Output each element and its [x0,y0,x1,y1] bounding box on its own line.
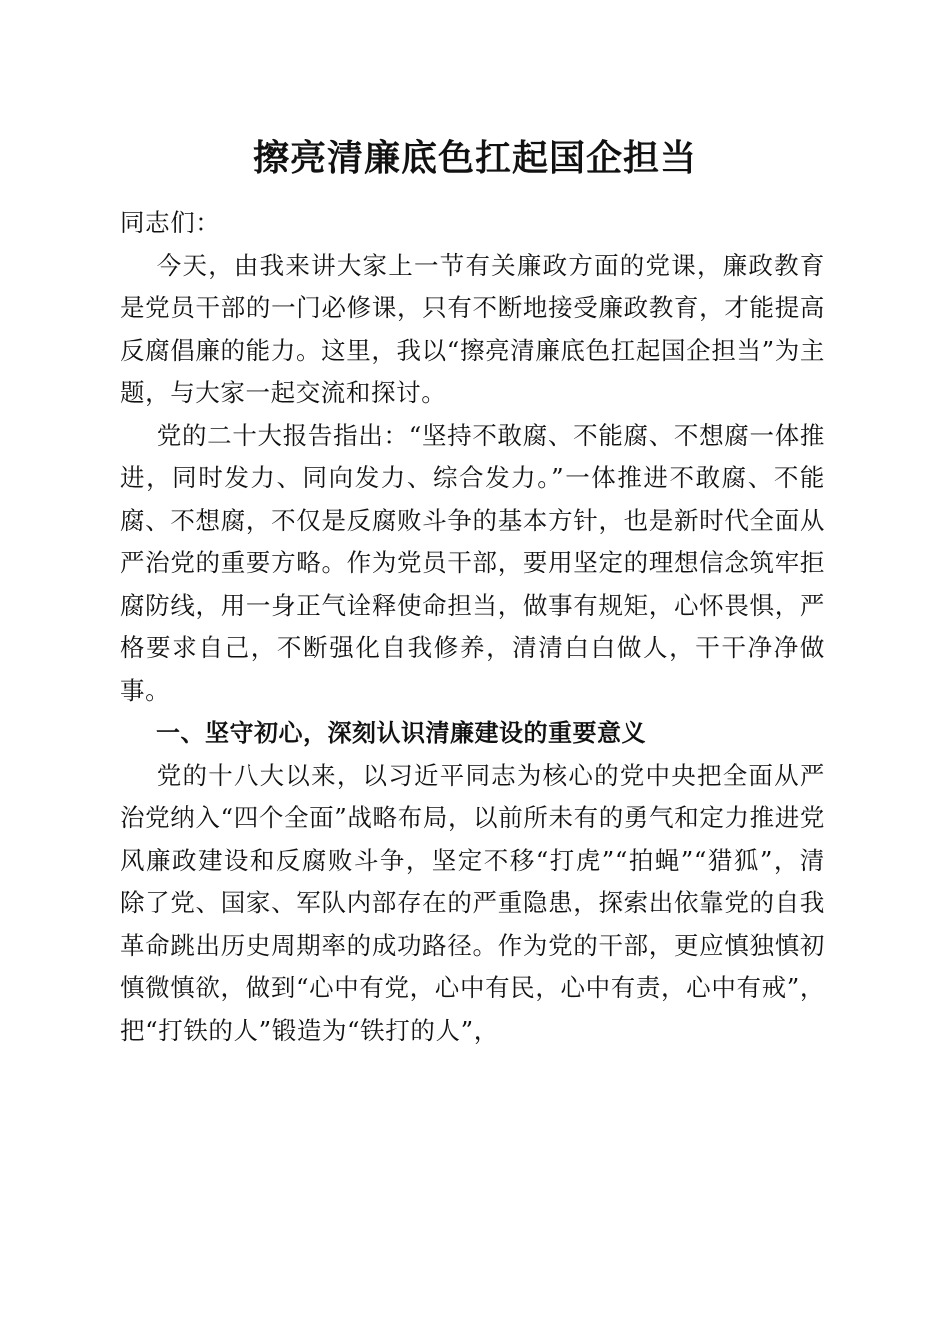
document-title: 擦亮清廉底色扛起国企担当 [252,137,697,179]
paragraph-intro: 今天，由我来讲大家上一节有关廉政方面的党课，廉政教育是党员干部的一门必修课，只有不断地接受廉政教育，才能提高反腐倡廉的能力。这里，我以“擦亮清廉底色扛起国企担当”为主题，与大家一起交流和探讨。 [120,250,825,407]
paragraph-report: 党的二十大报告指出：“坚持不敢腐、不能腐、不想腐一体推进，同时发力、同向发力、综合发力。”一体推进不敢腐、不能腐、不想腐，不仅是反腐败斗争的基本方针，也是新时代全面从严治党的重要方略。作为党员干部，要用坚定的理想信念筑牢拒腐防线，用一身正气诠释使命担当，做事有规矩，心怀畏惧，严格要求自己，不断强化自我修养，清清白白做人，干干净净做事。 [120,420,825,705]
section-heading: 一、坚守初心，深刻认识清廉建设的重要意义 [156,719,646,747]
paragraph-section-one: 党的十八大以来，以习近平同志为核心的党中央把全面从严治党纳入“四个全面”战略布局，以前所未有的勇气和定力推进党风廉政建设和反腐败斗争，坚定不移“打虎”“拍蝇”“猎狐”，清除了党、国家、军队内部存在的严重隐患，探索出依靠党的自我革命跳出历史周期率的成功路径。作为党的干部，更应慎独慎初慎微慎欲，做到“心中有党，心中有民，心中有责，心中有戒”，把“打铁的人”锻造为“铁打的人”， [120,760,825,1045]
greeting: 同志们： [120,208,221,237]
document-body [120,202,825,1052]
